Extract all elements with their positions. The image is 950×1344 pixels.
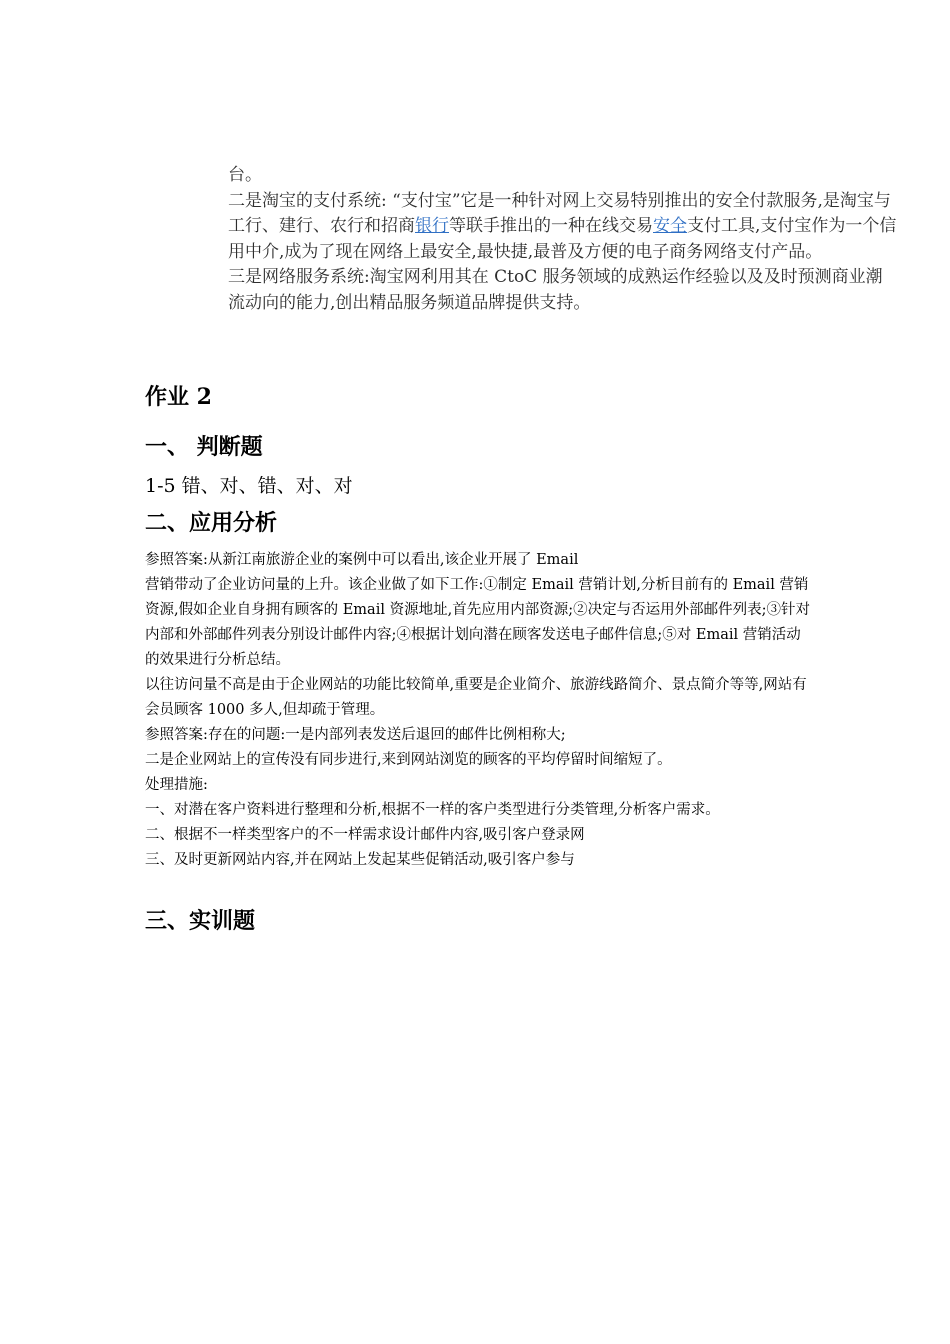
homework-title: 作业 2 <box>145 384 212 410</box>
section-training-title: 三、实训题 <box>145 908 256 934</box>
section-judgement-title: 一、 判断题 <box>145 434 263 460</box>
analysis-paragraph: 参照答案:从新江南旅游企业的案例中可以看出,该企业开展了 Email <box>145 552 579 568</box>
quote-line-tai: 台。 <box>228 165 262 185</box>
quote-paragraph-payment <box>228 189 898 266</box>
analysis-paragraph: 二是企业网站上的宣传没有同步进行,来到网站浏览的顾客的平均停留时间缩短了。 <box>145 752 672 768</box>
safety-link[interactable]: 安全 <box>653 216 687 237</box>
bank-link[interactable]: 银行 <box>415 216 449 237</box>
analysis-body <box>145 548 810 873</box>
analysis-paragraph: 处理措施: <box>145 777 208 793</box>
quoted-excerpt <box>228 163 898 317</box>
quote-text-1: 二是淘宝的支付系统: “支付宝”它是一种针对网上交易特别推出的安全付款服务,是淘宝与工行、建行、农行和招商 <box>228 190 891 237</box>
quote-text-3: 支付工具,支付宝作为一个信用中介,成为了现在网络上最安全,最快捷,最普及方便的电子商务网络支付产品。 <box>228 216 897 262</box>
analysis-paragraph: 以往访问量不高是由于企业网站的功能比较简单,重要是企业简介、旅游线路简介、景点简介等等,网站有会员顾客 1000 多人,但却疏于管理。 <box>145 677 807 718</box>
quote-text-2: 等联手推出的一种在线交易 <box>449 216 653 237</box>
analysis-paragraph: 三、及时更新网站内容,并在网站上发起某些促销活动,吸引客户参与 <box>145 852 575 868</box>
quote-paragraph-service: 三是网络服务系统:淘宝网利用其在 CtoC 服务领域的成熟运作经验以及及时预测商业潮流动向的能力,创出精品服务频道品牌提供支持。 <box>228 267 883 313</box>
analysis-paragraph: 营销带动了企业访问量的上升。该企业做了如下工作:①制定 Email 营销计划,分析目前有的 Email 营销资源,假如企业自身拥有顾客的 Email 资源地址,首先应用内部资源;②决定与否运用外部邮件列表;③针对内部和外部邮件列表分别设计邮件内容;④根据计划向潜在顾客发送电子邮件信息;⑤对 Email 营销活动的效果进行分析总结。 <box>145 577 810 668</box>
analysis-paragraph: 一、对潜在客户资料进行整理和分析,根据不一样的客户类型进行分类管理,分析客户需求。 <box>145 802 720 818</box>
section-analysis-title: 二、应用分析 <box>145 510 278 536</box>
analysis-paragraph: 参照答案:存在的问题:一是内部列表发送后退回的邮件比例相称大; <box>145 727 566 743</box>
judgement-answers: 1-5 错、对、错、对、对 <box>145 475 353 497</box>
analysis-paragraph: 二、根据不一样类型客户的不一样需求设计邮件内容,吸引客户登录网 <box>145 827 585 843</box>
